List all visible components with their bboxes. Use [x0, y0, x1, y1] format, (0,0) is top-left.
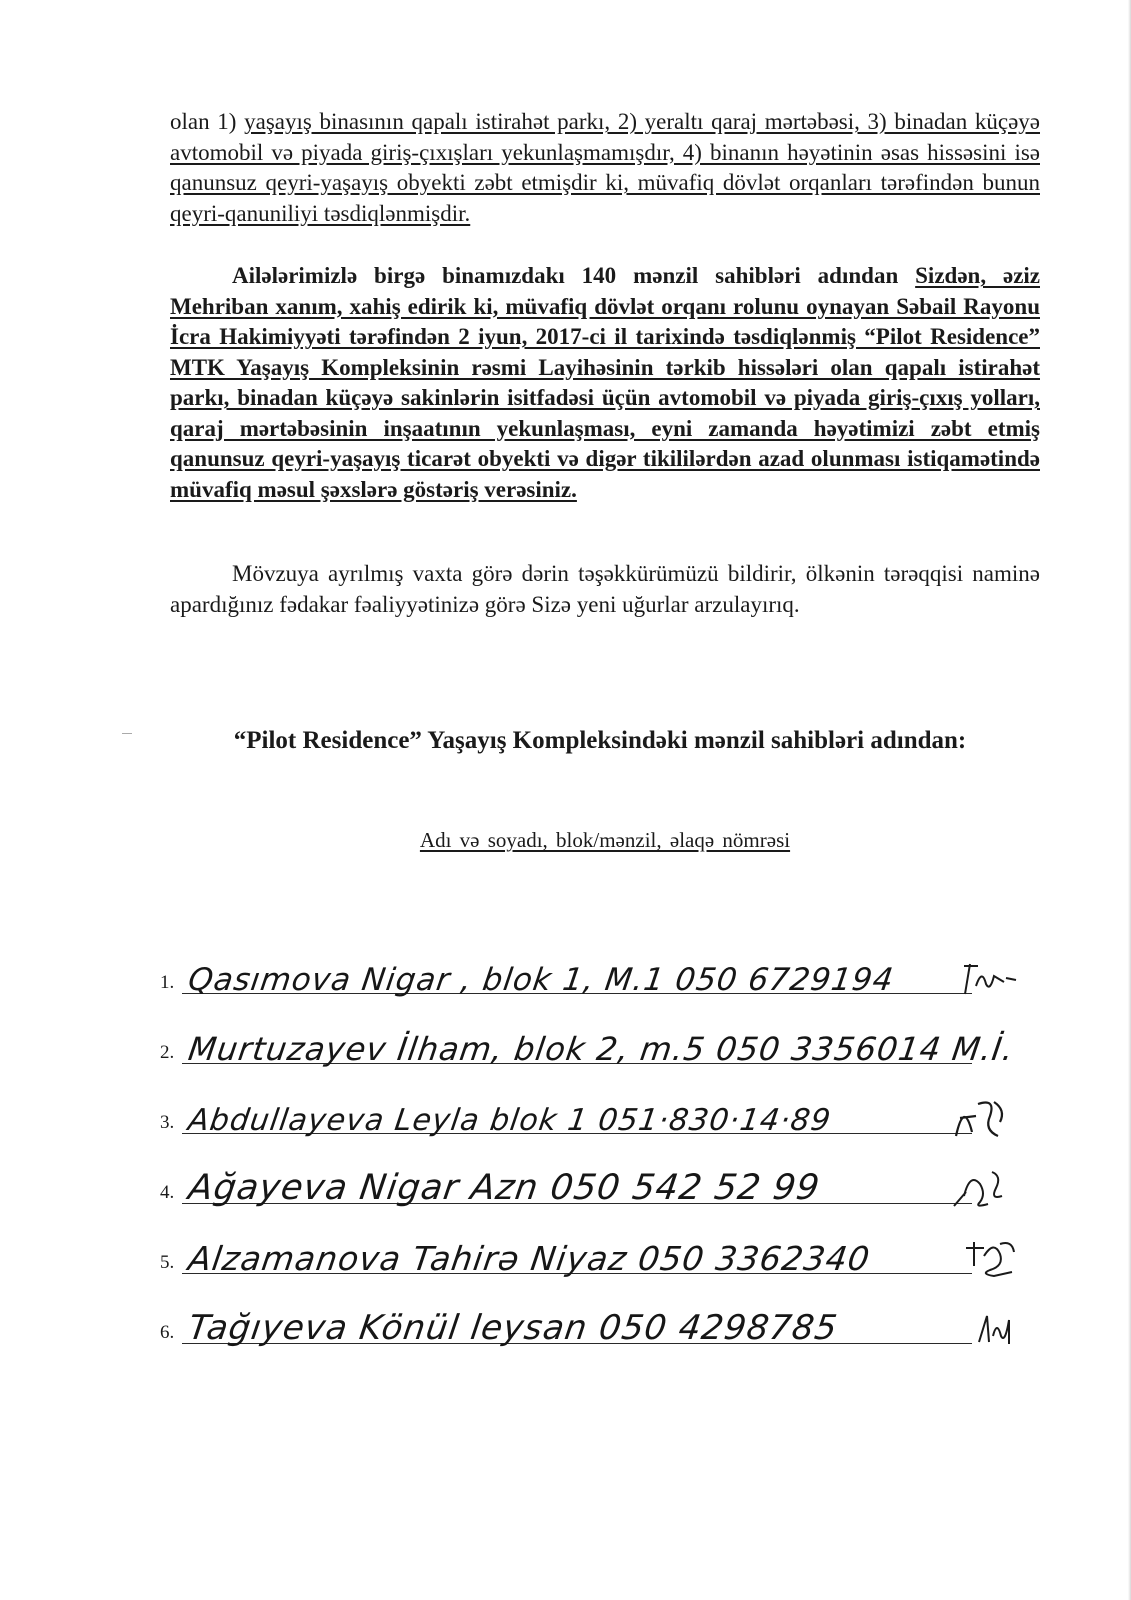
paragraph-1	[170, 107, 1040, 229]
paragraph-2-lead: Ailələrimizlə birgə binamızdakı 140 mənzil sahibləri adından	[232, 263, 916, 288]
handwritten-entry: Tağıyeva Könül leysan 050 4298785	[186, 1308, 841, 1348]
signature-number: 4.	[160, 1182, 175, 1203]
signatories-heading: “Pilot Residence” Yaşayış Kompleksindəki mənzil sahibləri adından:	[233, 727, 967, 754]
signature-row	[160, 1142, 1060, 1212]
signature-row	[160, 1072, 1060, 1142]
paragraph-2-underlined: Sizdən, əziz Mehriban xanım, xahiş edirik ki, müvafiq dövlət orqanı rolunu oynayan Səbail Rayonu İcra Hakimiyyəti tərəfindən 2 iyun, 2017-ci il tarixində təsdiqlənmiş “Pilot Residence” MTK Yaşayış Kompleksinin rəsmi Layihəsinin tərkib hissələri olan qapalı istirahət parkı, binadan küçəyə sakinlərin isitfadəsi üçün avtomobil və piyada giriş-çıxış yolları, qaraj mərtəbəsinin inşaatının yekunlaşması, eyni zamanda həyətimizi zəbt etmiş qanunsuz qeyri-yaşayış ticarət obyekti və digər tikililərdən azad olunması istiqamətində müvafiq məsul şəxslərə göstəriş verəsiniz.	[170, 263, 1040, 502]
signature-scribble-icon	[975, 1306, 1015, 1350]
paragraph-1-underlined: yaşayış binasının qapalı istirahət parkı, 2) yeraltı qaraj mərtəbəsi, 3) binadan küçəyə avtomobil və piyada giriş-çıxışları yekunlaşmamışdır, 4) binanın həyətinin əsas hissəsini isə qanunsuz qeyri-yaşayış obyekti zəbt etmişdir ki, müvafiq dövlət orqanları tərəfindən bunun qeyri-qanuniliyi təsdiqlənmişdir.	[170, 109, 1040, 226]
signature-number: 1.	[160, 972, 175, 993]
signature-scribble-icon	[960, 956, 1020, 1000]
signature-scribble-icon	[950, 1096, 1010, 1140]
signature-number: 6.	[160, 1322, 175, 1343]
paragraph-2-request	[170, 261, 1040, 505]
signature-row	[160, 932, 1060, 1002]
handwritten-entry: Ağayeva Nigar Azn 050 542 52 99	[186, 1168, 823, 1208]
signature-list	[160, 932, 1060, 1352]
signature-scribble-icon	[950, 1166, 1010, 1210]
signature-number: 3.	[160, 1112, 175, 1133]
fields-caption: Adı və soyadı, blok/mənzil, əlaqə nömrəsi	[419, 828, 791, 852]
signature-row	[160, 1212, 1060, 1282]
paragraph-3-text: Mövzuya ayrılmış vaxta görə dərin təşəkkürümüzü bildirir, ölkənin tərəqqisi naminə apardığınız fədakar fəaliyyətinizə görə Sizə yeni uğurlar arzulayırıq.	[170, 561, 1040, 617]
handwritten-entry: Qasımova Nigar , blok 1, M.1 050 6729194	[186, 962, 897, 998]
handwritten-entry: Abdullayeva Leyla blok 1 051·830·14·89	[186, 1103, 834, 1138]
handwritten-entry: Murtuzayev İlham, blok 2, m.5 050 3356014 M.İ.	[186, 1030, 1017, 1068]
handwritten-entry: Alzamanova Tahirə Niyaz 050 3362340	[186, 1239, 873, 1278]
signature-number: 2.	[160, 1042, 175, 1063]
signature-row	[160, 1282, 1060, 1352]
paragraph-1-prefix: olan 1)	[170, 109, 245, 134]
paragraph-3-thanks	[170, 559, 1040, 620]
signature-row	[160, 1002, 1060, 1072]
signature-scribble-icon	[960, 1236, 1020, 1280]
signature-number: 5.	[160, 1252, 175, 1273]
